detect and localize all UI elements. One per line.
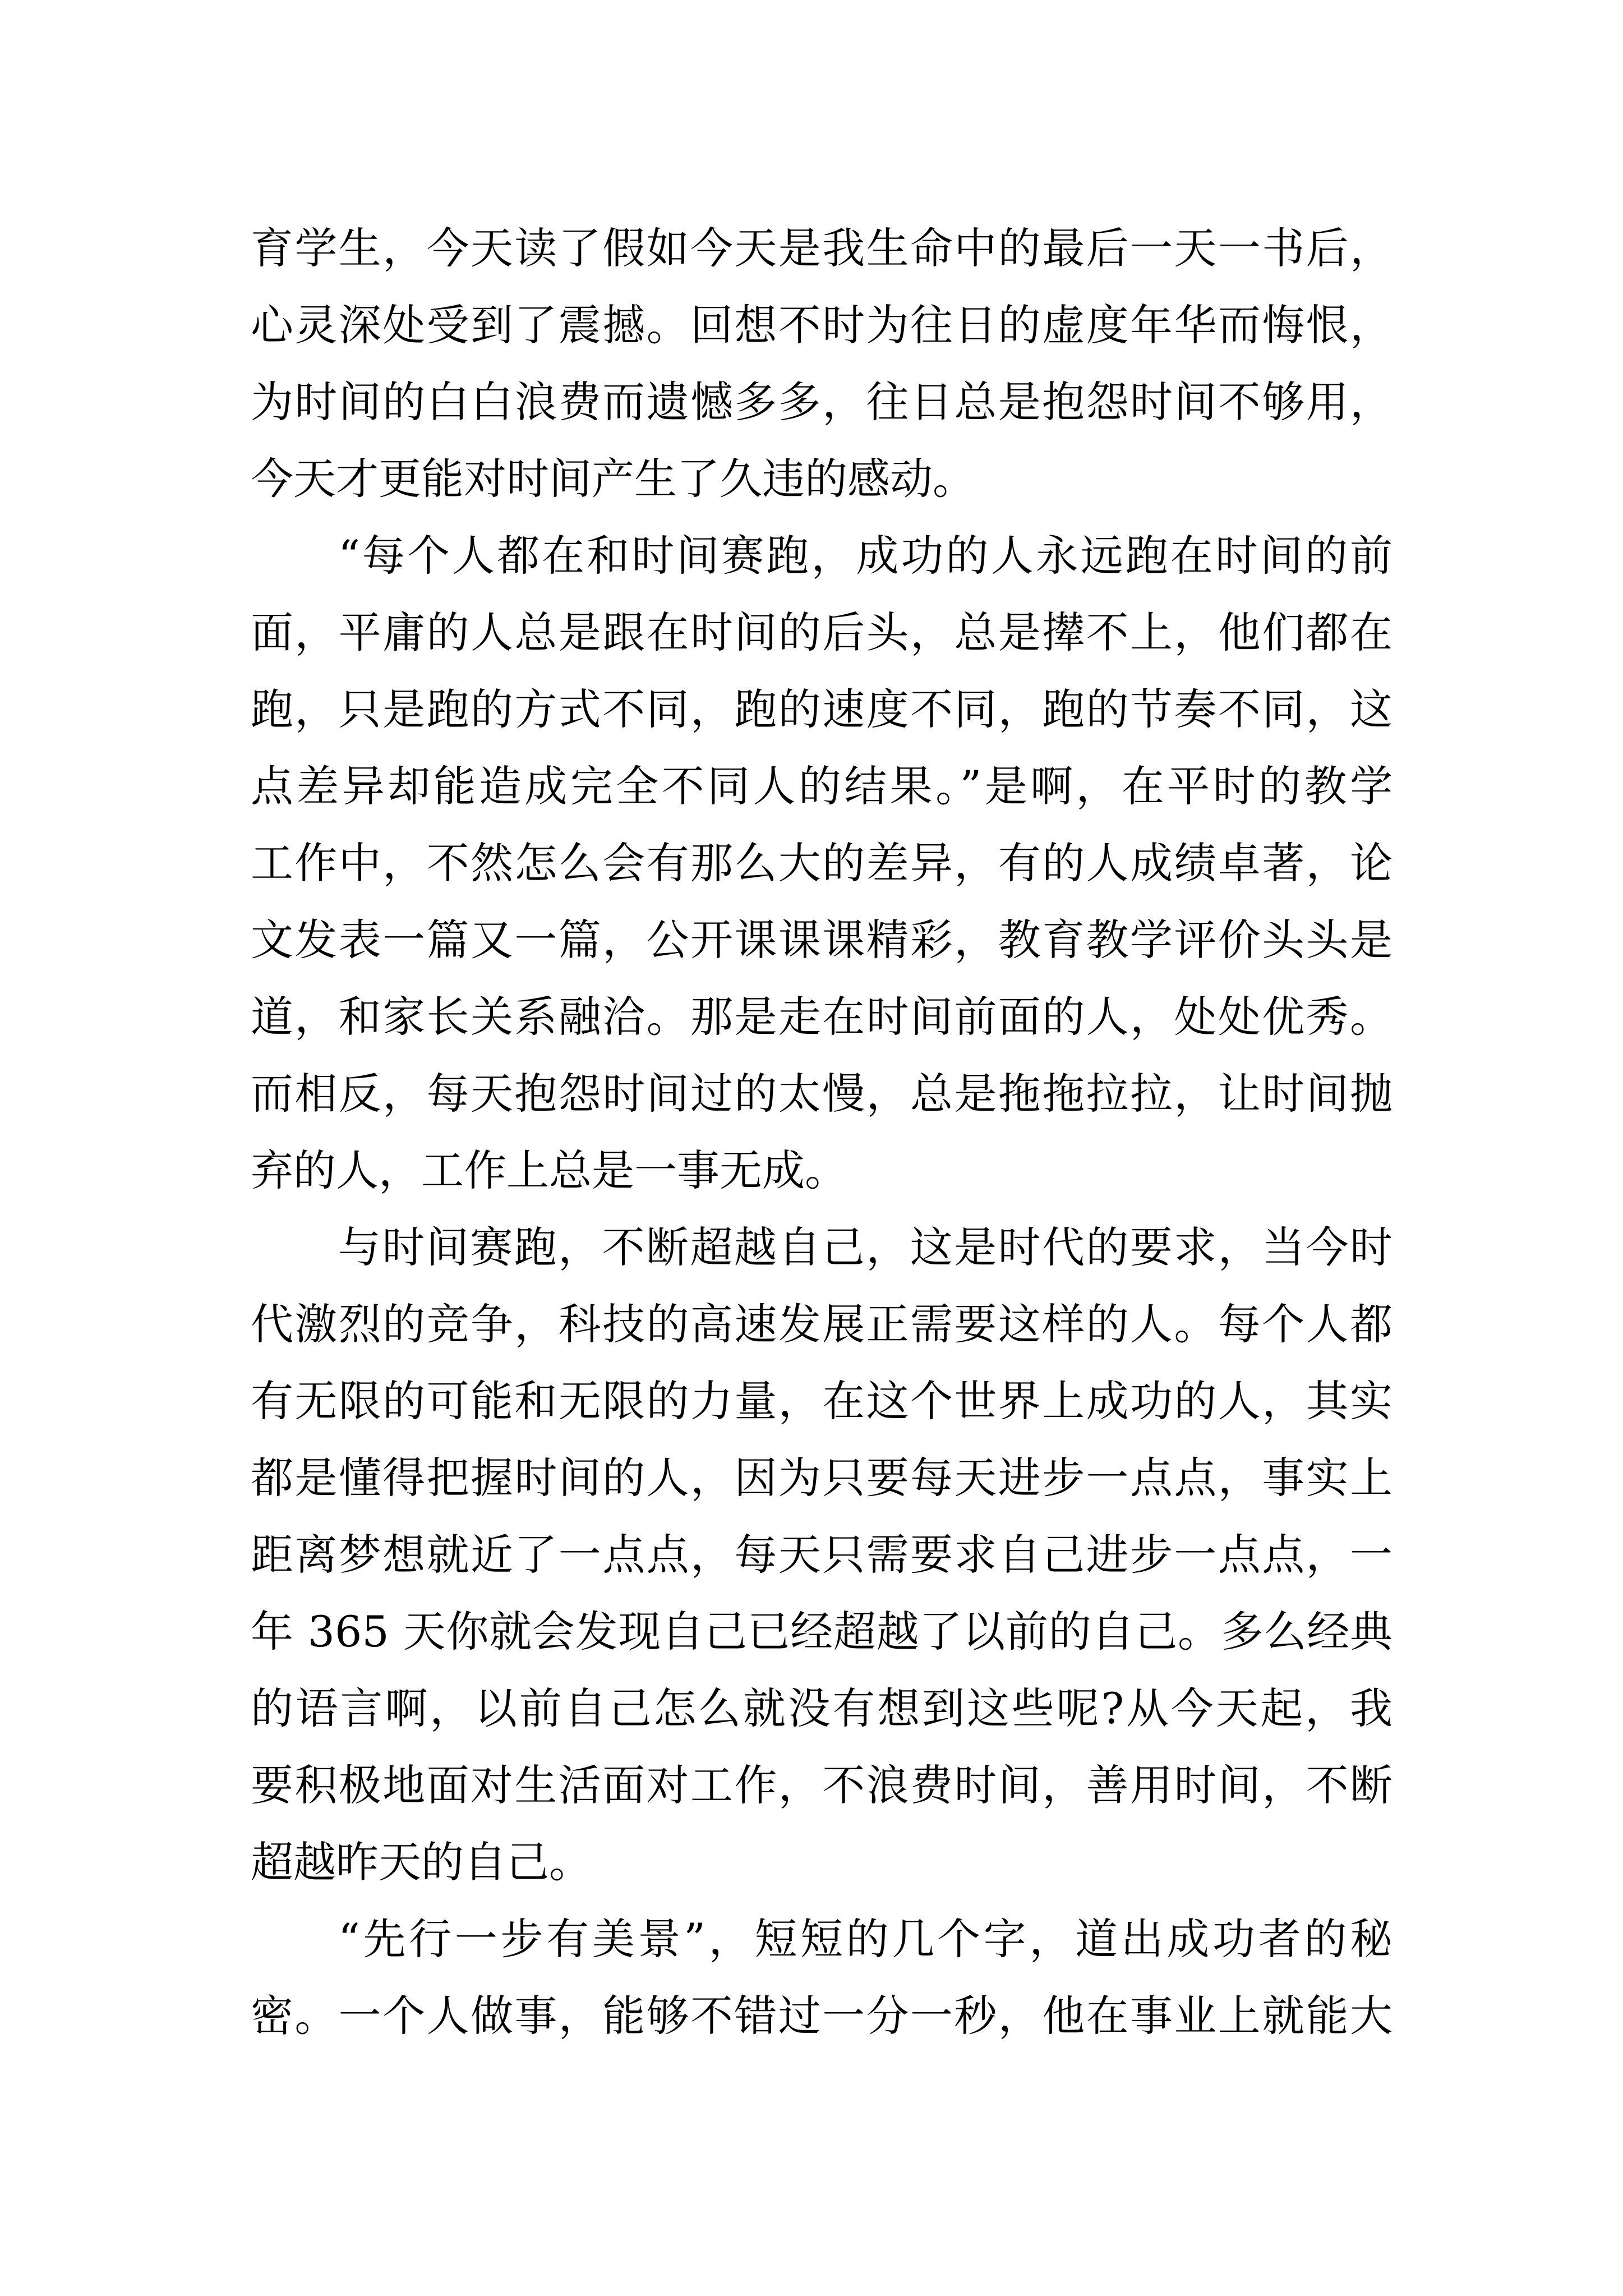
text-line: 面，平庸的人总是跟在时间的后头，总是撵不上，他们都在 (251, 608, 1393, 657)
paragraph (251, 1209, 1393, 1901)
text-line: 都是懂得把握时间的人，因为只要每天进步一点点，事实上 (251, 1453, 1393, 1503)
text-line: 弃的人，工作上总是一事无成。 (251, 1145, 847, 1195)
text-line: 今天才更能对时间产生了久违的感动。 (251, 454, 975, 504)
paragraph (251, 517, 1393, 1209)
text-line: 为时间的白白浪费而遗憾多多，往日总是抱怨时间不够用， (251, 377, 1393, 427)
text-line: 心灵深处受到了震撼。回想不时为往日的虚度年华而悔恨， (251, 300, 1393, 350)
text-line: 文发表一篇又一篇，公开课课课精彩，教育教学评价头头是 (251, 915, 1393, 965)
text-line: 有无限的可能和无限的力量，在这个世界上成功的人，其实 (251, 1376, 1393, 1426)
text-line: 育学生，今天读了假如今天是我生命中的最后一天一书后， (251, 223, 1393, 273)
text-line: 跑，只是跑的方式不同，跑的速度不同，跑的节奏不同，这 (251, 684, 1393, 734)
text-line: 距离梦想就近了一点点，每天只需要求自己进步一点点，一 (251, 1530, 1393, 1580)
paragraph (251, 1901, 1393, 2054)
text-line: “每个人都在和时间赛跑，成功的人永远跑在时间的前 (338, 531, 1393, 581)
text-line: 点差异却能造成完全不同人的结果。”是啊，在平时的教学 (251, 761, 1393, 811)
text-line: 超越昨天的自己。 (251, 1837, 592, 1887)
body-text (251, 210, 1393, 2054)
text-line: 代激烈的竞争，科技的高速发展正需要这样的人。每个人都 (251, 1299, 1393, 1349)
text-line: 密。一个人做事，能够不错过一分一秒，他在事业上就能大 (251, 1991, 1393, 2041)
text-line: 年 365 天你就会发现自己已经超越了以前的自己。多么经典 (251, 1607, 1393, 1657)
text-line: 而相反，每天抱怨时间过的太慢，总是拖拖拉拉，让时间抛 (251, 1069, 1393, 1119)
text-line: 工作中，不然怎么会有那么大的差异，有的人成绩卓著，论 (251, 838, 1393, 888)
paragraph (251, 210, 1393, 517)
text-line: 要积极地面对生活面对工作，不浪费时间，善用时间，不断 (251, 1760, 1393, 1810)
text-line: 道，和家长关系融洽。那是走在时间前面的人，处处优秀。 (251, 992, 1393, 1042)
text-line: 的语言啊，以前自己怎么就没有想到这些呢?从今天起，我 (251, 1683, 1393, 1733)
text-line: 与时间赛跑，不断超越自己，这是时代的要求，当今时 (338, 1222, 1393, 1272)
text-line: “先行一步有美景”，短短的几个字，道出成功者的秘 (338, 1914, 1393, 1964)
